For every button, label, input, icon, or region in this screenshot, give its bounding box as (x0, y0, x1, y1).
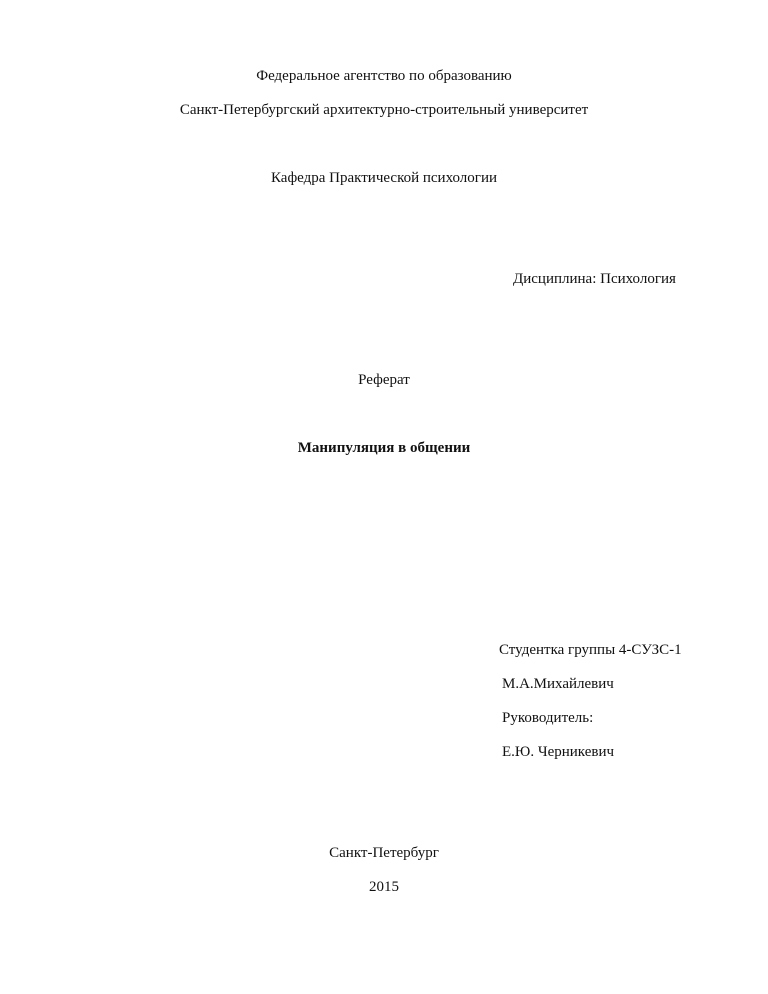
student-group-line: Студентка группы 4-СУЗС-1 (499, 642, 682, 658)
supervisor-label-line: Руководитель: (502, 710, 594, 726)
supervisor-name-line: Е.Ю. Черникевич (502, 744, 615, 760)
topic-title: Манипуляция в общении (297, 440, 471, 456)
work-type-line: Реферат (358, 372, 410, 388)
discipline-line: Дисциплина: Психология (513, 271, 676, 287)
city-line: Санкт-Петербург (329, 845, 439, 861)
university-line: Санкт-Петербургский архитектурно-строительный университет (179, 102, 589, 118)
year-line: 2015 (369, 879, 399, 895)
department-line: Кафедра Практической психологии (270, 170, 498, 186)
agency-line: Федеральное агентство по образованию (256, 68, 512, 84)
student-name-line: М.А.Михайлевич (502, 676, 614, 692)
